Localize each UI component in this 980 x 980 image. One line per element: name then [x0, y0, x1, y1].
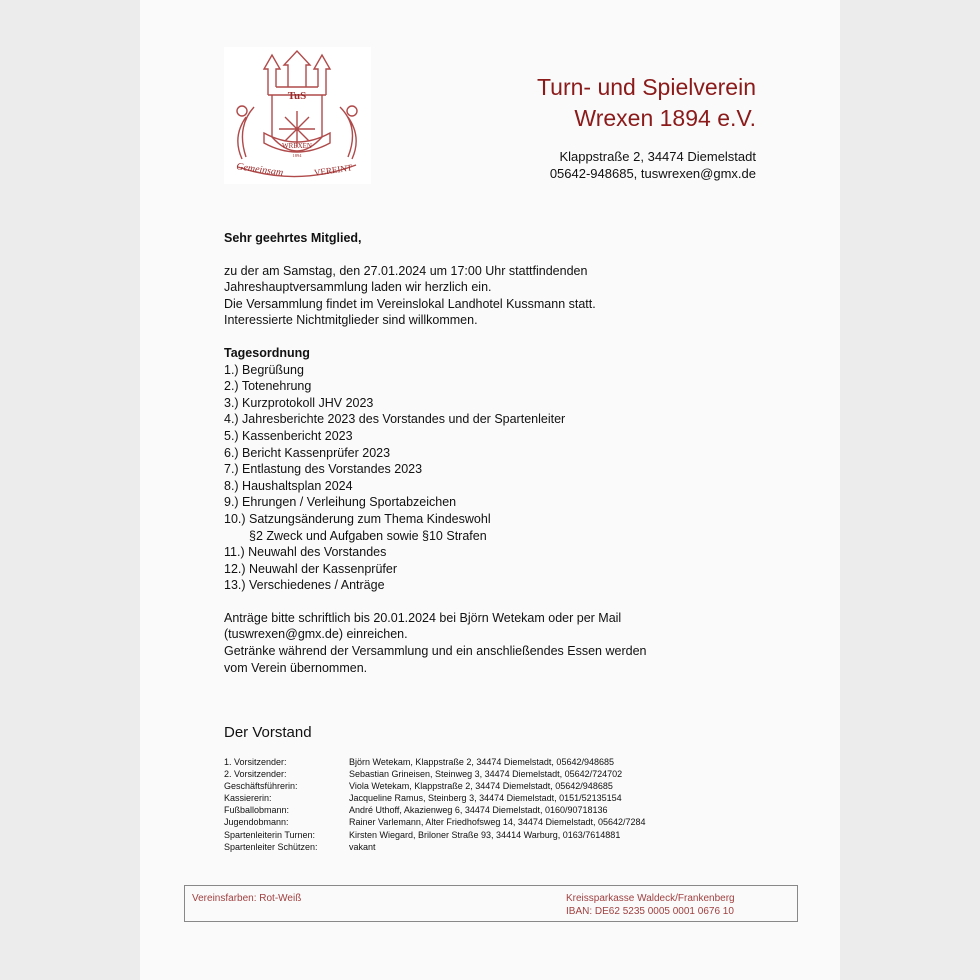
board-details: Rainer Varlemann, Alter Friedhofsweg 14, 34474 Diemelstadt, 05642/7284 — [349, 817, 646, 828]
agenda-item: 10.) Satzungsänderung zum Thema Kindeswohl — [224, 511, 491, 526]
agenda-title: Tagesordnung — [224, 345, 310, 360]
footer-box — [184, 885, 798, 922]
club-contact — [550, 148, 756, 182]
board-role: Spartenleiter Schützen: — [224, 841, 318, 852]
board-details: Björn Wetekam, Klappstraße 2, 34474 Diemelstadt, 05642/948685 — [349, 757, 614, 767]
club-name-line2: Wrexen 1894 e.V. — [574, 105, 756, 131]
svg-text:VEREINT: VEREINT — [313, 162, 353, 178]
closing-line: Anträge bitte schriftlich bis 20.01.2024 bei Björn Wetekam oder per Mail — [224, 610, 622, 625]
club-name-line1: Turn- und Spielverein — [536, 74, 756, 100]
agenda-item: 4.) Jahresberichte 2023 des Vorstandes und der Spartenleiter — [224, 412, 566, 427]
agenda-item: 13.) Verschiedenes / Anträge — [224, 578, 385, 593]
board-role: Fußballobmann: — [224, 805, 290, 816]
board-list — [224, 756, 646, 853]
board-row — [224, 756, 646, 768]
intro-line: Die Versammlung findet im Vereinslokal Landhotel Kussmann statt. — [224, 296, 596, 311]
board-row — [224, 792, 646, 804]
svg-text:WREXEN: WREXEN — [282, 142, 312, 150]
agenda-item: 6.) Bericht Kassenprüfer 2023 — [224, 445, 391, 460]
agenda-item: 5.) Kassenbericht 2023 — [224, 428, 353, 443]
board-row — [224, 804, 646, 816]
board-title: Der Vorstand — [224, 724, 312, 741]
svg-text:1894: 1894 — [292, 153, 302, 158]
intro-line: zu der am Samstag, den 27.01.2024 um 17:00 Uhr stattfindenden — [224, 263, 588, 278]
club-address: Klappstraße 2, 34474 Diemelstadt — [559, 149, 756, 164]
svg-text:Gemeinsam: Gemeinsam — [235, 161, 284, 179]
intro-line: Jahreshauptversammlung laden wir herzlich ein. — [224, 280, 492, 295]
board-role: 1. Vorsitzender: — [224, 757, 287, 767]
letter-body — [224, 230, 704, 676]
agenda-item: 9.) Ehrungen / Verleihung Sportabzeichen — [224, 495, 457, 510]
board-details: Viola Wetekam, Klappstraße 2, 34474 Diemelstadt, 05642/948685 — [349, 781, 613, 792]
closing-line: (tuswrexen@gmx.de) einreichen. — [224, 627, 408, 642]
board-details: Sebastian Grineisen, Steinweg 3, 34474 Diemelstadt, 05642/724702 — [349, 769, 623, 780]
agenda-item: 2.) Totenehrung — [224, 379, 312, 394]
board-role: Kassiererin: — [224, 793, 272, 804]
board-row — [224, 829, 646, 841]
closing-line: vom Verein übernommen. — [224, 660, 368, 675]
club-logo — [224, 47, 371, 184]
salutation: Sehr geehrtes Mitglied, — [224, 231, 362, 245]
agenda-item: 3.) Kurzprotokoll JHV 2023 — [224, 395, 374, 410]
agenda-item: 8.) Haushaltsplan 2024 — [224, 478, 353, 493]
svg-text:TuS: TuS — [287, 90, 307, 102]
agenda-item: 12.) Neuwahl der Kassenprüfer — [224, 561, 398, 576]
board-row — [224, 841, 646, 853]
club-name — [537, 72, 756, 134]
club-colors: Vereinsfarben: Rot-Weiß — [192, 893, 302, 904]
bank-info — [566, 892, 735, 918]
bank-iban: IBAN: DE62 5235 0005 0001 0676 10 — [566, 906, 734, 917]
bank-name: Kreissparkasse Waldeck/Frankenberg — [566, 893, 735, 904]
agenda-item: 7.) Entlastung des Vorstandes 2023 — [224, 462, 423, 477]
board-role: Geschäftsführerin: — [224, 781, 298, 792]
board-row — [224, 780, 646, 792]
board-row — [224, 816, 646, 828]
intro-line: Interessierte Nichtmitglieder sind willkommen. — [224, 313, 478, 328]
letter-page — [140, 0, 840, 980]
agenda-item: 11.) Neuwahl des Vorstandes — [224, 545, 387, 560]
board-details: Jacqueline Ramus, Steinberg 3, 34474 Diemelstadt, 0151/52135154 — [349, 793, 622, 804]
board-role: 2. Vorsitzender: — [224, 769, 287, 780]
board-details: vakant — [349, 841, 376, 852]
board-details: André Uthoff, Akazienweg 6, 34474 Diemelstadt, 0160/90718136 — [349, 805, 608, 816]
board-details: Kirsten Wiegard, Briloner Straße 93, 34414 Warburg, 0163/7614881 — [349, 829, 621, 840]
agenda-item: 1.) Begrüßung — [224, 362, 304, 377]
club-phone-email: 05642-948685, tuswrexen@gmx.de — [549, 166, 756, 181]
board-role: Spartenleiterin Turnen: — [224, 829, 316, 840]
board-role: Jugendobmann: — [224, 817, 289, 828]
club-crest-icon — [224, 47, 371, 184]
agenda-sub-item: §2 Zweck und Aufgaben sowie §10 Strafen — [249, 528, 487, 543]
board-row — [224, 768, 646, 780]
closing-line: Getränke während der Versammlung und ein anschließendes Essen werden — [224, 644, 647, 659]
